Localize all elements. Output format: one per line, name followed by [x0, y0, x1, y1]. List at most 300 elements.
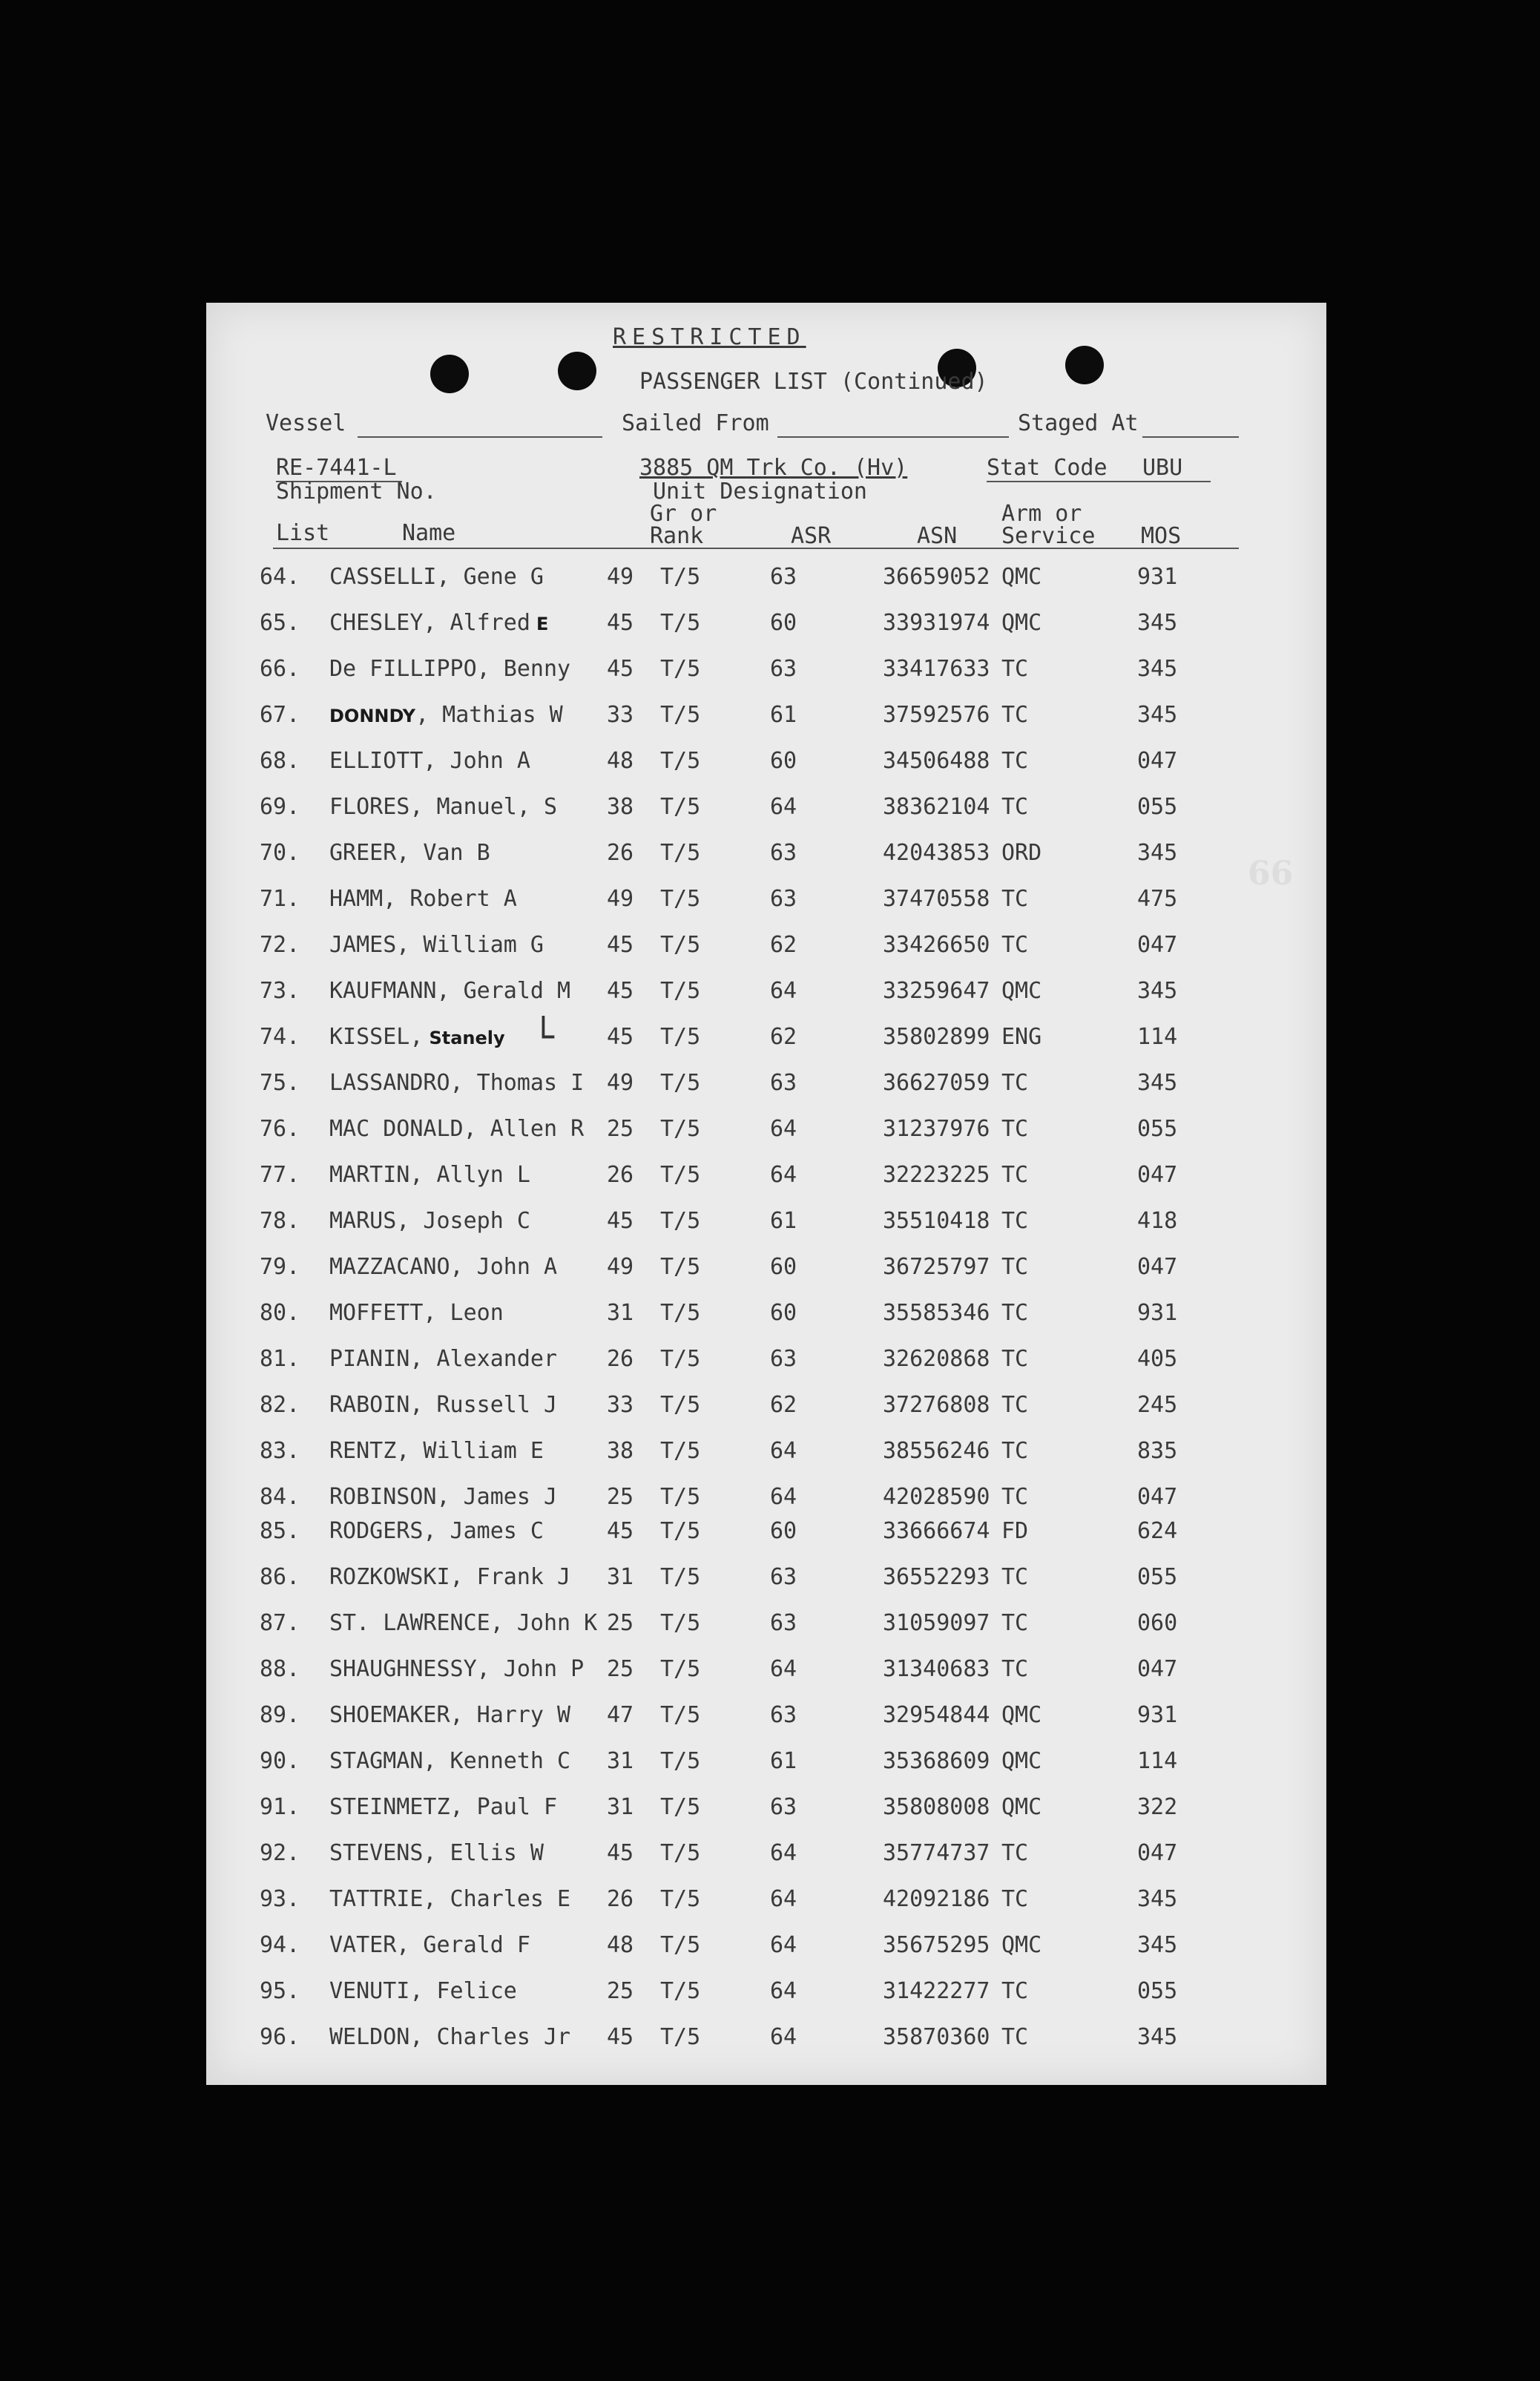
grade-rank: T/5	[660, 932, 701, 958]
asr-score: 63	[770, 1794, 797, 1820]
asr-score: 64	[770, 1840, 797, 1866]
list-number: 78.	[260, 1208, 300, 1234]
list-number: 64.	[260, 564, 300, 590]
list-number: 71.	[260, 886, 300, 912]
vessel-blank-line	[358, 436, 602, 438]
arm-or-service: TC	[1001, 1346, 1029, 1372]
arm-or-service: TC	[1001, 1116, 1029, 1142]
mos-code: 114	[1137, 1748, 1178, 1774]
passenger-name-cell	[329, 884, 517, 914]
handwritten-name-addition: Stanely	[429, 1028, 505, 1048]
age: 25	[607, 1116, 634, 1142]
list-item	[206, 1390, 1326, 1420]
age: 48	[607, 1932, 634, 1958]
grade-rank: T/5	[660, 748, 701, 774]
asr-score: 63	[770, 1564, 797, 1590]
asr-score: 63	[770, 1346, 797, 1372]
army-serial-number: 33417633	[883, 656, 990, 682]
list-item	[206, 1068, 1326, 1098]
list-number: 65.	[260, 610, 300, 636]
grade-rank: T/5	[660, 1518, 701, 1544]
passenger-name: VATER, Gerald F	[329, 1932, 530, 1958]
grade-rank: T/5	[660, 1116, 701, 1142]
list-item	[206, 1436, 1326, 1466]
army-serial-number: 42028590	[883, 1484, 990, 1510]
asr-score: 60	[770, 1518, 797, 1544]
passenger-name: ROBINSON, James J	[329, 1484, 558, 1510]
passenger-name: ROZKOWSKI, Frank J	[329, 1564, 571, 1590]
passenger-name: , Mathias W	[415, 702, 563, 728]
passenger-name-cell	[329, 1931, 530, 1960]
mos-code: 047	[1137, 748, 1178, 774]
unit-designation-value: 3885 QM Trk Co. (Hv)	[639, 455, 908, 481]
passenger-name: CHESLEY, Alfred	[329, 610, 530, 636]
asr-score: 64	[770, 1484, 797, 1510]
army-serial-number: 35585346	[883, 1300, 990, 1326]
mos-code: 345	[1137, 978, 1178, 1004]
asr-score: 61	[770, 702, 797, 728]
list-item	[206, 2023, 1326, 2052]
grade-rank: T/5	[660, 1346, 701, 1372]
age: 49	[607, 886, 634, 912]
age: 45	[607, 1024, 634, 1050]
passenger-name: STEINMETZ, Paul F	[329, 1794, 558, 1820]
sailed-from-label: Sailed From	[622, 410, 769, 436]
passenger-name-cell	[329, 1701, 570, 1730]
asr-score: 60	[770, 1254, 797, 1280]
arm-or-service: TC	[1001, 1978, 1029, 2004]
mos-code: 047	[1137, 1484, 1178, 1510]
list-number: 85.	[260, 1518, 300, 1544]
army-serial-number: 35802899	[883, 1024, 990, 1050]
column-heading-name: Name	[402, 520, 456, 546]
asr-score: 62	[770, 1024, 797, 1050]
list-number: 80.	[260, 1300, 300, 1326]
passenger-name: MOFFETT, Leon	[329, 1300, 504, 1326]
grade-rank: T/5	[660, 794, 701, 820]
asr-score: 64	[770, 1162, 797, 1188]
list-number: 92.	[260, 1840, 300, 1866]
army-serial-number: 31422277	[883, 1978, 990, 2004]
asr-score: 61	[770, 1748, 797, 1774]
passenger-name-cell	[329, 838, 490, 868]
age: 38	[607, 794, 634, 820]
grade-rank: T/5	[660, 1162, 701, 1188]
age: 26	[607, 1346, 634, 1372]
mos-code: 345	[1137, 1932, 1178, 1958]
asr-score: 63	[770, 840, 797, 866]
mos-code: 624	[1137, 1518, 1178, 1544]
passenger-name-cell	[329, 1160, 530, 1190]
arm-or-service: TC	[1001, 702, 1029, 728]
list-item	[206, 746, 1326, 776]
list-item	[206, 1977, 1326, 2006]
mos-code: 055	[1137, 1116, 1178, 1142]
arm-or-service: TC	[1001, 1208, 1029, 1234]
punch-hole	[1065, 346, 1104, 384]
column-heading-asn: ASN	[917, 523, 958, 549]
arm-or-service: TC	[1001, 1564, 1029, 1590]
mos-code: 322	[1137, 1794, 1178, 1820]
asr-score: 63	[770, 886, 797, 912]
age: 45	[607, 978, 634, 1004]
mos-code: 060	[1137, 1610, 1178, 1636]
grade-rank: T/5	[660, 1392, 701, 1418]
column-heading-rule	[273, 548, 1239, 549]
army-serial-number: 35368609	[883, 1748, 990, 1774]
list-item	[206, 1298, 1326, 1328]
passenger-name-cell	[329, 792, 557, 822]
list-number: 84.	[260, 1484, 300, 1510]
grade-rank: T/5	[660, 610, 701, 636]
handwritten-name-addition: E	[536, 614, 549, 634]
passenger-name: RENTZ, William E	[329, 1438, 544, 1464]
mos-code: 345	[1137, 2024, 1178, 2050]
mos-code: 345	[1137, 610, 1178, 636]
asr-score: 63	[770, 656, 797, 682]
passenger-name-cell	[329, 1563, 570, 1592]
asr-score: 63	[770, 564, 797, 590]
document-page	[206, 303, 1326, 2085]
age: 26	[607, 1886, 634, 1912]
passenger-name-cell	[329, 746, 530, 776]
passenger-name-cell	[329, 976, 570, 1006]
army-serial-number: 35808008	[883, 1794, 990, 1820]
passenger-name: STEVENS, Ellis W	[329, 1840, 544, 1866]
passenger-name: JAMES, William G	[329, 932, 544, 958]
army-serial-number: 34506488	[883, 748, 990, 774]
list-item	[206, 654, 1326, 684]
mos-code: 047	[1137, 1840, 1178, 1866]
age: 38	[607, 1438, 634, 1464]
arm-or-service: TC	[1001, 748, 1029, 774]
mos-code: 345	[1137, 1070, 1178, 1096]
grade-rank: T/5	[660, 564, 701, 590]
mos-code: 047	[1137, 932, 1178, 958]
passenger-name: VENUTI, Felice	[329, 1978, 517, 2004]
list-item	[206, 1252, 1326, 1282]
age: 49	[607, 1254, 634, 1280]
army-serial-number: 31059097	[883, 1610, 990, 1636]
age: 45	[607, 656, 634, 682]
list-item	[206, 1839, 1326, 1868]
handwritten-surname: DONNDY	[329, 706, 416, 726]
asr-score: 64	[770, 1978, 797, 2004]
list-number: 68.	[260, 748, 300, 774]
grade-rank: T/5	[660, 1254, 701, 1280]
army-serial-number: 37276808	[883, 1392, 990, 1418]
army-serial-number: 36627059	[883, 1070, 990, 1096]
list-number: 82.	[260, 1392, 300, 1418]
age: 26	[607, 1162, 634, 1188]
arm-or-service: TC	[1001, 1438, 1029, 1464]
arm-or-service: TC	[1001, 1886, 1029, 1912]
list-item	[206, 1793, 1326, 1822]
grade-rank: T/5	[660, 1932, 701, 1958]
asr-score: 64	[770, 1116, 797, 1142]
passenger-name-cell	[329, 1252, 557, 1282]
stat-code-value: UBU	[1142, 455, 1183, 481]
arm-or-service: TC	[1001, 1656, 1029, 1682]
passenger-name: FLORES, Manuel, S	[329, 794, 558, 820]
passenger-name-cell	[329, 1206, 530, 1236]
grade-rank: T/5	[660, 886, 701, 912]
passenger-name: STAGMAN, Kenneth C	[329, 1748, 571, 1774]
column-heading-list: List	[276, 520, 330, 546]
arm-or-service: ENG	[1001, 1024, 1042, 1050]
age: 33	[607, 1392, 634, 1418]
list-number: 74.	[260, 1024, 300, 1050]
passenger-name: MARUS, Joseph C	[329, 1208, 530, 1234]
passenger-name: KAUFMANN, Gerald M	[329, 978, 571, 1004]
passenger-name: WELDON, Charles Jr	[329, 2024, 571, 2050]
grade-rank: T/5	[660, 1484, 701, 1510]
age: 31	[607, 1794, 634, 1820]
mos-code: 055	[1137, 1978, 1178, 2004]
army-serial-number: 32620868	[883, 1346, 990, 1372]
asr-score: 62	[770, 932, 797, 958]
mos-code: 931	[1137, 1300, 1178, 1326]
page-number: 66	[1248, 855, 1294, 893]
list-number: 66.	[260, 656, 300, 682]
asr-score: 64	[770, 978, 797, 1004]
shipment-number: RE-7441-L	[276, 455, 397, 481]
grade-rank: T/5	[660, 1656, 701, 1682]
list-item	[206, 930, 1326, 960]
mos-code: 475	[1137, 886, 1178, 912]
list-number: 69.	[260, 794, 300, 820]
grade-rank: T/5	[660, 2024, 701, 2050]
arm-or-service: TC	[1001, 656, 1029, 682]
list-item	[206, 1206, 1326, 1236]
army-serial-number: 35774737	[883, 1840, 990, 1866]
army-serial-number: 38556246	[883, 1438, 990, 1464]
arm-or-service: TC	[1001, 1610, 1029, 1636]
stat-code-line	[987, 481, 1211, 482]
passenger-name-cell	[329, 1436, 544, 1466]
asr-score: 63	[770, 1610, 797, 1636]
age: 31	[607, 1300, 634, 1326]
passenger-name-cell	[329, 1793, 557, 1822]
asr-score: 64	[770, 794, 797, 820]
list-number: 96.	[260, 2024, 300, 2050]
grade-rank: T/5	[660, 840, 701, 866]
asr-score: 60	[770, 1300, 797, 1326]
asr-score: 64	[770, 2024, 797, 2050]
passenger-name: CASSELLI, Gene G	[329, 564, 544, 590]
staged-at-blank-line	[1142, 436, 1239, 438]
handwritten-check-mark: └	[533, 1017, 554, 1058]
age: 25	[607, 1656, 634, 1682]
list-item	[206, 1482, 1326, 1512]
army-serial-number: 38362104	[883, 794, 990, 820]
asr-score: 61	[770, 1208, 797, 1234]
column-heading-grade-top: Gr or	[650, 501, 717, 527]
list-number: 70.	[260, 840, 300, 866]
arm-or-service: TC	[1001, 1484, 1029, 1510]
passenger-name-cell	[329, 1885, 570, 1914]
passenger-name-cell	[329, 1344, 557, 1374]
list-number: 67.	[260, 702, 300, 728]
grade-rank: T/5	[660, 656, 701, 682]
column-heading-grade-bottom: Rank	[650, 523, 704, 549]
passenger-name-cell	[329, 1482, 557, 1512]
arm-or-service: FD	[1001, 1518, 1029, 1544]
arm-or-service: QMC	[1001, 1748, 1042, 1774]
list-item	[206, 608, 1326, 638]
list-item	[206, 1701, 1326, 1730]
grade-rank: T/5	[660, 1702, 701, 1728]
asr-score: 64	[770, 1932, 797, 1958]
passenger-name-cell	[329, 930, 544, 960]
list-item	[206, 1114, 1326, 1144]
passenger-name-cell	[329, 700, 563, 731]
passenger-name: MAC DONALD, Allen R	[329, 1116, 585, 1142]
arm-or-service: TC	[1001, 1392, 1029, 1418]
arm-or-service: TC	[1001, 794, 1029, 820]
sailed-from-blank-line	[777, 436, 1009, 438]
army-serial-number: 33259647	[883, 978, 990, 1004]
passenger-name-cell	[329, 1747, 570, 1776]
arm-or-service: TC	[1001, 1300, 1029, 1326]
passenger-name: ELLIOTT, John A	[329, 748, 530, 774]
asr-score: 62	[770, 1392, 797, 1418]
age: 45	[607, 1840, 634, 1866]
passenger-name: SHOEMAKER, Harry W	[329, 1702, 571, 1728]
passenger-name: MAZZACANO, John A	[329, 1254, 558, 1280]
asr-score: 64	[770, 1656, 797, 1682]
column-heading-mos: MOS	[1141, 523, 1182, 549]
arm-or-service: ORD	[1001, 840, 1042, 866]
list-number: 86.	[260, 1564, 300, 1590]
asr-score: 63	[770, 1702, 797, 1728]
age: 47	[607, 1702, 634, 1728]
staged-at-label: Staged At	[1018, 410, 1139, 436]
list-number: 75.	[260, 1070, 300, 1096]
column-heading-asr: ASR	[791, 523, 832, 549]
passenger-name-cell	[329, 608, 548, 639]
vessel-label: Vessel	[266, 410, 346, 436]
age: 25	[607, 1610, 634, 1636]
passenger-name-cell	[329, 1068, 584, 1098]
army-serial-number: 31237976	[883, 1116, 990, 1142]
arm-or-service: TC	[1001, 1254, 1029, 1280]
list-item	[206, 1344, 1326, 1374]
list-item	[206, 1609, 1326, 1638]
army-serial-number: 33426650	[883, 932, 990, 958]
army-serial-number: 37592576	[883, 702, 990, 728]
age: 45	[607, 610, 634, 636]
grade-rank: T/5	[660, 978, 701, 1004]
list-number: 93.	[260, 1886, 300, 1912]
list-number: 95.	[260, 1978, 300, 2004]
passenger-name-cell	[329, 1839, 544, 1868]
list-number: 81.	[260, 1346, 300, 1372]
army-serial-number: 36659052	[883, 564, 990, 590]
passenger-name: PIANIN, Alexander	[329, 1346, 558, 1372]
arm-or-service: QMC	[1001, 564, 1042, 590]
age: 49	[607, 564, 634, 590]
grade-rank: T/5	[660, 1564, 701, 1590]
list-item	[206, 700, 1326, 730]
passenger-name-cell	[329, 1298, 504, 1328]
army-serial-number: 35675295	[883, 1932, 990, 1958]
army-serial-number: 32954844	[883, 1702, 990, 1728]
mos-code: 835	[1137, 1438, 1178, 1464]
arm-or-service: QMC	[1001, 1702, 1042, 1728]
passenger-name: KISSEL,	[329, 1024, 424, 1050]
punch-hole	[430, 355, 469, 393]
grade-rank: T/5	[660, 702, 701, 728]
classification-heading: RESTRICTED	[613, 324, 806, 350]
stat-code-label: Stat Code	[987, 455, 1108, 481]
list-item	[206, 1022, 1326, 1052]
army-serial-number: 42092186	[883, 1886, 990, 1912]
age: 31	[607, 1748, 634, 1774]
grade-rank: T/5	[660, 1208, 701, 1234]
army-serial-number: 35870360	[883, 2024, 990, 2050]
list-item	[206, 792, 1326, 822]
arm-or-service: TC	[1001, 1162, 1029, 1188]
army-serial-number: 33931974	[883, 610, 990, 636]
grade-rank: T/5	[660, 1748, 701, 1774]
passenger-name-cell	[329, 1977, 517, 2006]
passenger-name: TATTRIE, Charles E	[329, 1886, 571, 1912]
list-number: 87.	[260, 1610, 300, 1636]
list-item	[206, 1931, 1326, 1960]
age: 33	[607, 702, 634, 728]
passenger-name: LASSANDRO, Thomas I	[329, 1070, 585, 1096]
passenger-name-cell	[329, 1390, 557, 1420]
age: 25	[607, 1484, 634, 1510]
grade-rank: T/5	[660, 1978, 701, 2004]
list-item	[206, 1747, 1326, 1776]
list-item	[206, 976, 1326, 1006]
document-title: PASSENGER LIST (Continued)	[639, 369, 988, 395]
grade-rank: T/5	[660, 1610, 701, 1636]
passenger-name-cell	[329, 2023, 570, 2052]
column-heading-arm-top: Arm or	[1001, 501, 1082, 527]
age: 45	[607, 1208, 634, 1234]
passenger-name: RODGERS, James C	[329, 1518, 544, 1544]
age: 45	[607, 1518, 634, 1544]
mos-code: 931	[1137, 1702, 1178, 1728]
arm-or-service: TC	[1001, 1070, 1029, 1096]
passenger-name: ST. LAWRENCE, John K	[329, 1610, 598, 1636]
arm-or-service: TC	[1001, 932, 1029, 958]
army-serial-number: 37470558	[883, 886, 990, 912]
mos-code: 345	[1137, 1886, 1178, 1912]
grade-rank: T/5	[660, 1438, 701, 1464]
passenger-name: MARTIN, Allyn L	[329, 1162, 530, 1188]
list-number: 77.	[260, 1162, 300, 1188]
list-item	[206, 838, 1326, 868]
army-serial-number: 42043853	[883, 840, 990, 866]
passenger-name-cell	[329, 654, 570, 684]
list-item	[206, 1655, 1326, 1684]
passenger-name: SHAUGHNESSY, John P	[329, 1656, 585, 1682]
list-number: 91.	[260, 1794, 300, 1820]
army-serial-number: 35510418	[883, 1208, 990, 1234]
mos-code: 047	[1137, 1254, 1178, 1280]
mos-code: 345	[1137, 656, 1178, 682]
shipment-label: Shipment No.	[276, 479, 437, 505]
list-item	[206, 884, 1326, 914]
passenger-name-cell	[329, 1609, 597, 1638]
mos-code: 345	[1137, 702, 1178, 728]
arm-or-service: QMC	[1001, 610, 1042, 636]
grade-rank: T/5	[660, 1886, 701, 1912]
